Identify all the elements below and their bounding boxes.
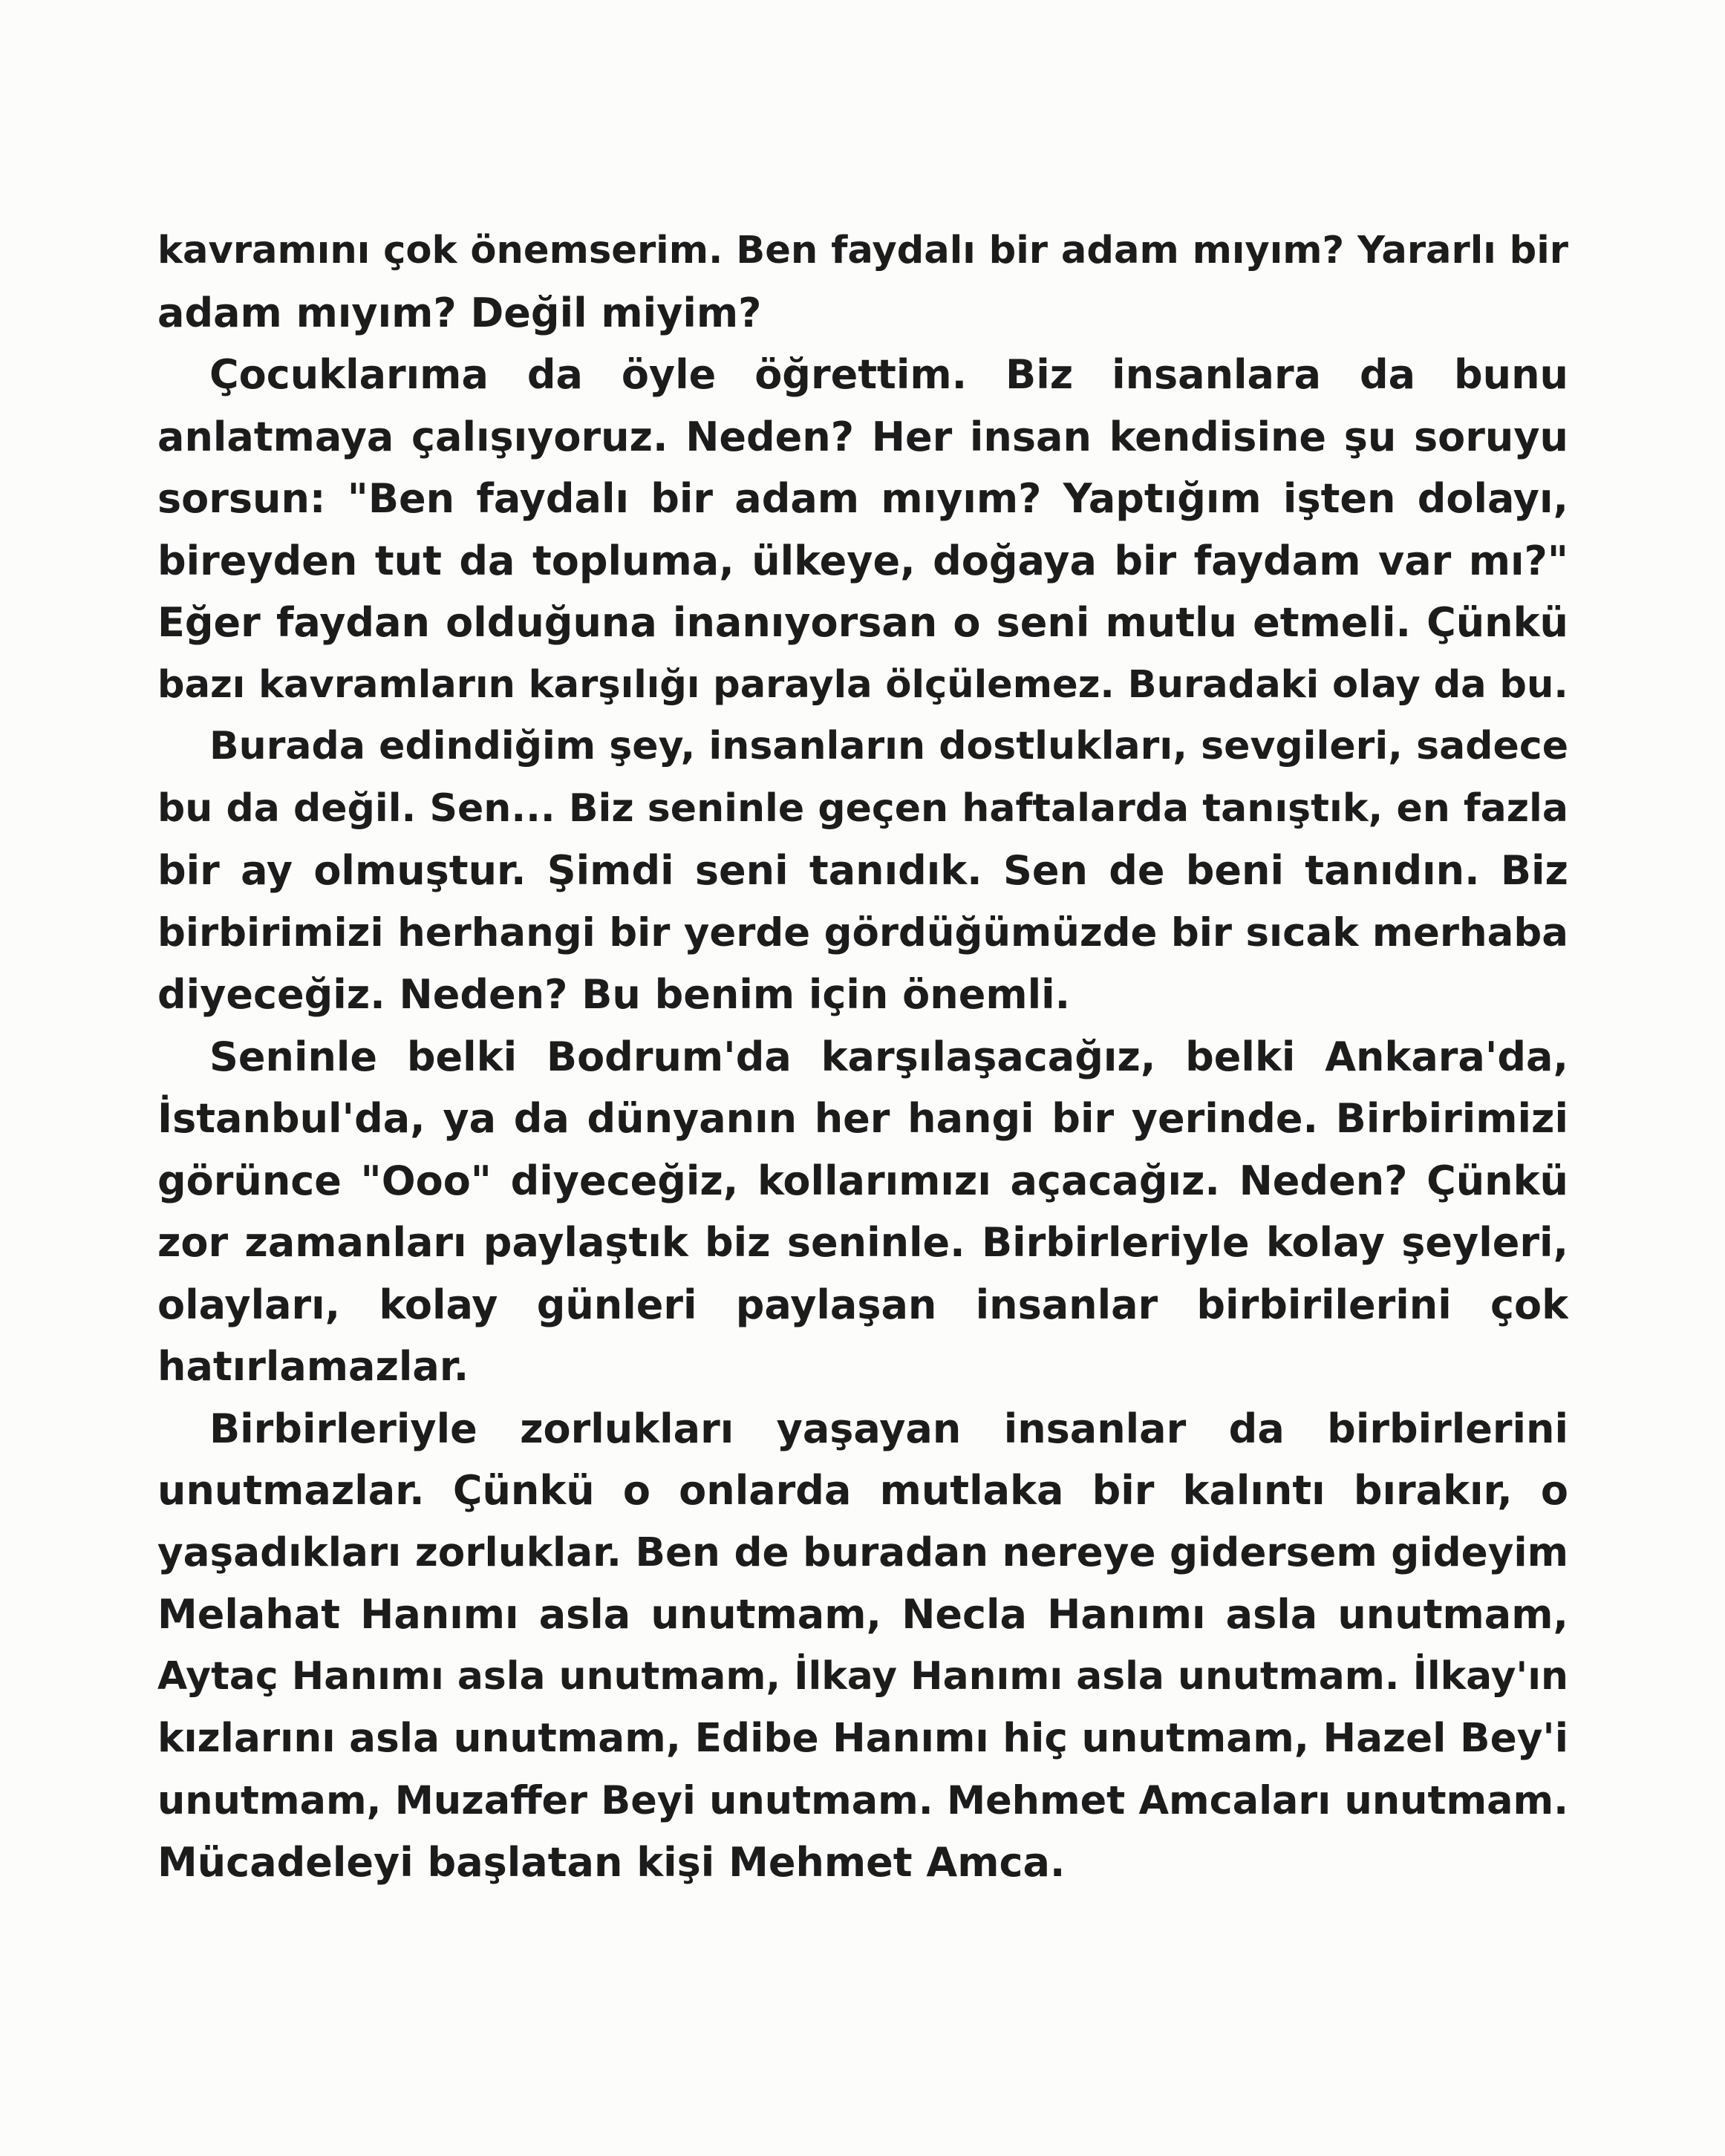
text-line: birbirimizi herhangi bir yerde gördüğümüzde bir sıcak merhaba (157, 909, 1568, 956)
text-line: bu da değil. Sen... Biz seninle geçen haftalarda tanıştık, en fazla (157, 785, 1568, 831)
text-line: zor zamanları paylaştık biz seninle. Birbirleriyle kolay şeyleri, (157, 1219, 1568, 1266)
text-line: sorsun: "Ben faydalı bir adam mıyım? Yaptığım işten dolayı, (157, 475, 1568, 522)
text-line: Aytaç Hanımı asla unutmam, İlkay Hanımı asla unutmam. İlkay'ın (157, 1653, 1568, 1699)
text-line: görünce "Ooo" diyeceğiz, kollarımızı açacağız. Neden? Çünkü (157, 1157, 1568, 1204)
text-line: Eğer faydan olduğuna inanıyorsan o seni mutlu etmeli. Çünkü (157, 599, 1568, 646)
text-line: adam mıyım? Değil miyim? (157, 289, 762, 336)
text-line: hatırlamazlar. (157, 1343, 469, 1390)
text-line: Seninle belki Bodrum'da karşılaşacağız, belki Ankara'da, (209, 1033, 1568, 1080)
text-line: unutmazlar. Çünkü o onlarda mutlaka bir kalıntı bırakır, o (157, 1467, 1568, 1514)
text-line: unutmam, Muzaffer Beyi unutmam. Mehmet Amcaları unutmam. (157, 1777, 1568, 1823)
text-line: kızlarını asla unutmam, Edibe Hanımı hiç unutmam, Hazel Bey'i (157, 1715, 1568, 1761)
text-line: Burada edindiğim şey, insanların dostlukları, sevgileri, sadece (209, 724, 1568, 768)
handwritten-text-block (157, 220, 1568, 1894)
text-line: anlatmaya çalışıyoruz. Neden? Her insan kendisine şu soruyu (157, 413, 1568, 460)
text-line: bazı kavramların karşılığı parayla ölçülemez. Buradaki olay da bu. (157, 662, 1568, 707)
text-line: Birbirleriyle zorlukları yaşayan insanlar da birbirlerini (209, 1405, 1568, 1452)
text-line: Mücadeleyi başlatan kişi Mehmet Amca. (157, 1839, 1066, 1886)
text-line: bir ay olmuştur. Şimdi seni tanıdık. Sen de beni tanıdın. Biz (157, 847, 1568, 894)
text-line: Çocuklarıma da öyle öğrettim. Biz insanlara da bunu (209, 351, 1568, 398)
text-line: Melahat Hanımı asla unutmam, Necla Hanımı asla unutmam, (157, 1591, 1568, 1638)
text-line: yaşadıkları zorluklar. Ben de buradan nereye gidersem gideyim (157, 1529, 1568, 1575)
text-line: İstanbul'da, ya da dünyanın her hangi bir yerinde. Birbirimizi (157, 1095, 1568, 1142)
text-line: bireyden tut da topluma, ülkeye, doğaya bir faydam var mı?" (157, 537, 1568, 584)
text-line: kavramını çok önemserim. Ben faydalı bir adam mıyım? Yararlı bir (157, 229, 1568, 272)
text-line: diyeceğiz. Neden? Bu benim için önemli. (157, 971, 1071, 1018)
text-line: olayları, kolay günleri paylaşan insanlar birbirilerini çok (157, 1281, 1568, 1328)
